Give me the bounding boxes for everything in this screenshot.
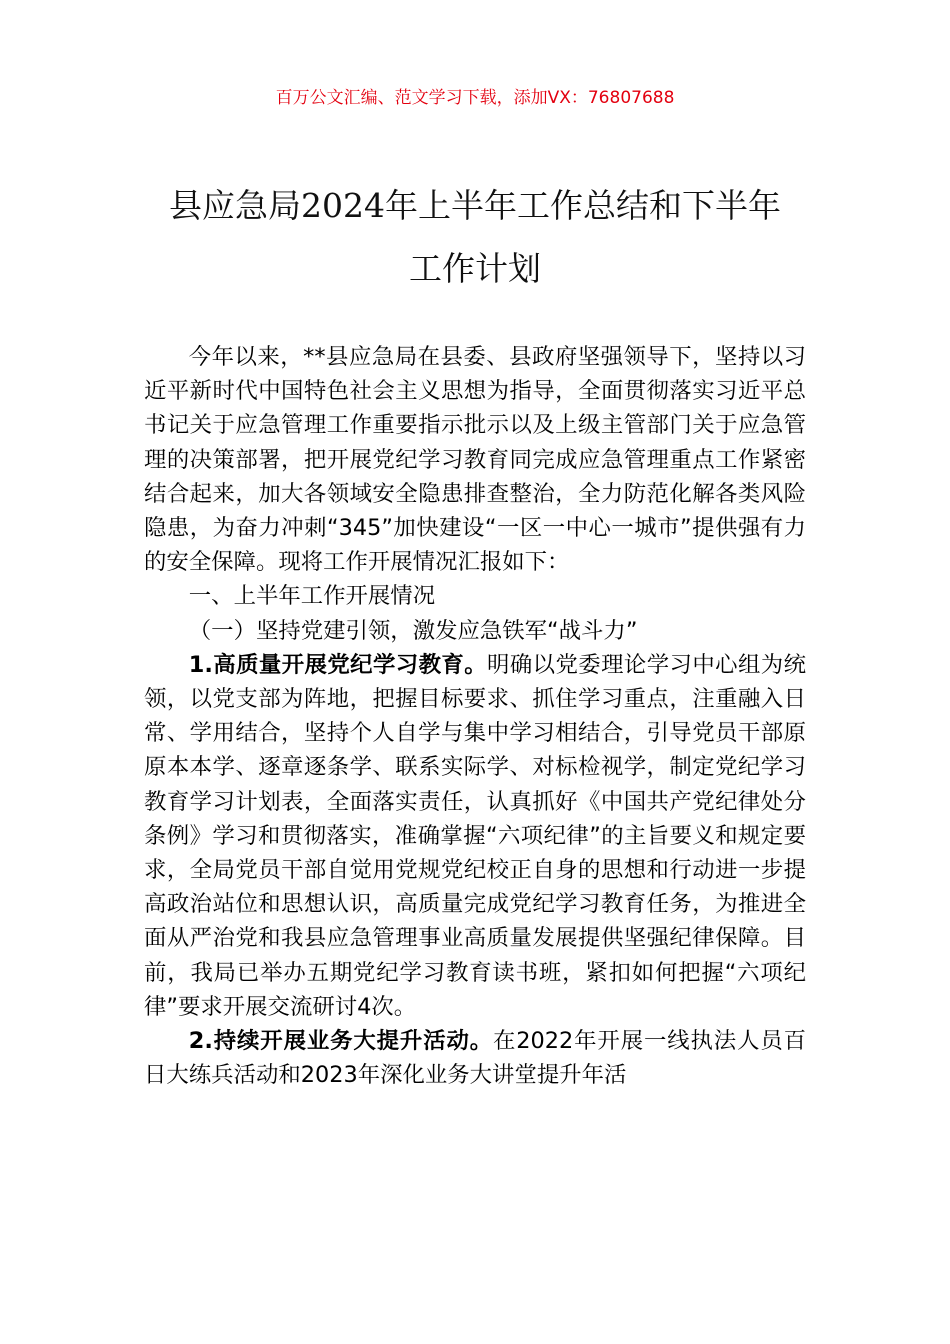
item-1-text: 明确以党委理论学习中心组为统领，以党支部为阵地，把握目标要求、抓住学习重点，注重融入日常、学用结合，坚持个人自学与集中学习相结合，引导党员干部原原本本学、逐章逐条学、联系实际学、对标检视学，制定党纪学习教育学习计划表，全面落实责任，认真抓好《中国共产党纪律处分条例》学习和贯彻落实，准确掌握“六项纪律”的主旨要义和规定要求，全局党员干部自觉用党规党纪校正自身的思想和行动进一步提高政治站位和思想认识，高质量完成党纪学习教育任务，为推进全面从严治党和我县应急管理事业高质量发展提供坚强纪律保障。目前，我局已举办五期党纪学习教育读书班，紧扣如何把握“六项纪律”要求开展交流研讨4次。 (144, 651, 806, 1020)
item-2-paragraph (144, 1024, 806, 1092)
document-title-line-1: 县应急局2024年上半年工作总结和下半年 (169, 186, 781, 225)
subsection-heading: （一）坚持党建引领，激发应急铁军“战斗力” (188, 617, 638, 644)
promo-banner: 百万公文汇编、范文学习下载，添加VX：76807688 (275, 88, 675, 108)
item-2-text: 在2022年开展一线执法人员百日大练兵活动和2023年深化业务大讲堂提升年活 (144, 1028, 806, 1089)
intro-paragraph: 今年以来，**县应急局在县委、县政府坚强领导下，坚持以习近平新时代中国特色社会主义思想为指导，全面贯彻落实习近平总书记关于应急管理工作重要指示批示以及上级主管部门关于应急管理的决策部署，把开展党纪学习教育同完成应急管理重点工作紧密结合起来，加大各领域安全隐患排查整治，全力防范化解各类风险隐患，为奋力冲刺“345”加快建设“一区一中心一城市”提供强有力的安全保障。现将工作开展情况汇报如下： (144, 344, 806, 576)
item-1-paragraph (144, 648, 806, 1024)
item-1-heading: 1.高质量开展党纪学习教育。 (188, 651, 488, 678)
document-body (144, 340, 806, 1092)
section-heading: 一、上半年工作开展情况 (188, 583, 436, 610)
item-2-heading: 2.持续开展业务大提升活动。 (188, 1028, 494, 1055)
document-title-line-2: 工作计划 (409, 249, 541, 288)
